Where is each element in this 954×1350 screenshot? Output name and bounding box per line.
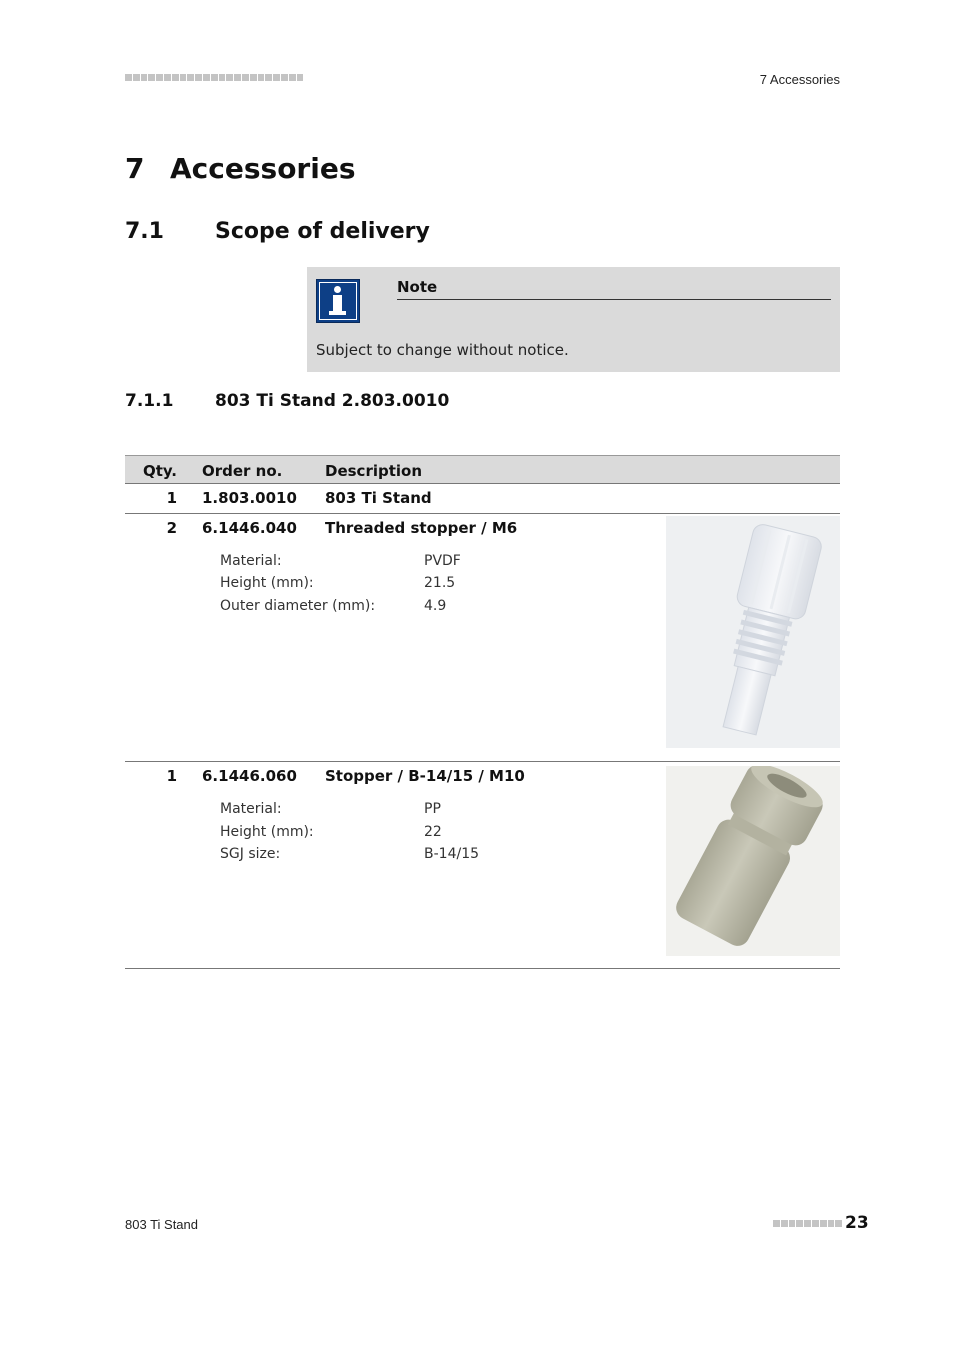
- row-description: Stopper / B-14/15 / M10: [325, 767, 525, 785]
- spec-label: Height (mm):: [220, 575, 314, 591]
- spec-label: Height (mm):: [220, 824, 314, 840]
- decorative-square: [125, 74, 132, 81]
- footer-product: 803 Ti Stand: [125, 1217, 198, 1232]
- info-icon: [316, 279, 360, 323]
- decorative-square: [281, 74, 288, 81]
- decorative-square: [172, 74, 179, 81]
- decorative-square: [828, 1220, 835, 1227]
- spec-label: Material:: [220, 801, 282, 817]
- decorative-square: [258, 74, 265, 81]
- decorative-square: [273, 74, 280, 81]
- decorative-square: [141, 74, 148, 81]
- row-order-no: 6.1446.060: [202, 767, 297, 785]
- table-row: [125, 762, 840, 969]
- spec-value: PVDF: [424, 553, 461, 569]
- row-order-no: 1.803.0010: [202, 489, 297, 507]
- header-description: Description: [325, 462, 423, 480]
- note-title: Note: [397, 278, 438, 296]
- decorative-square: [289, 74, 296, 81]
- row-description: 803 Ti Stand: [325, 489, 432, 507]
- note-box: [307, 267, 840, 372]
- subsection-number: 7.1.1: [125, 391, 174, 411]
- decorative-square: [789, 1220, 796, 1227]
- page-number: 23: [845, 1213, 869, 1233]
- decorative-square: [187, 74, 194, 81]
- spec-value: 4.9: [424, 598, 447, 614]
- running-head: 7 Accessories: [759, 72, 840, 87]
- decorative-square: [226, 74, 233, 81]
- decorative-square: [250, 74, 257, 81]
- decorative-square: [796, 1220, 803, 1227]
- decorative-square: [265, 74, 272, 81]
- decorative-square: [219, 74, 226, 81]
- subsection-heading: [125, 391, 449, 411]
- decorative-square: [835, 1220, 842, 1227]
- decorative-square: [164, 74, 171, 81]
- decorative-square: [820, 1220, 827, 1227]
- decorative-square: [211, 74, 218, 81]
- decorative-square: [781, 1220, 788, 1227]
- decorative-square: [148, 74, 155, 81]
- decorative-square: [203, 74, 210, 81]
- decorative-square: [234, 74, 241, 81]
- table-row: [125, 514, 840, 762]
- header-qty: Qty.: [142, 462, 177, 480]
- section-number: 7.1: [125, 219, 164, 244]
- decorative-square: [180, 74, 187, 81]
- note-divider: [397, 299, 831, 300]
- chapter-number: 7: [125, 152, 145, 185]
- decorative-square: [773, 1220, 780, 1227]
- chapter-heading: [125, 152, 356, 185]
- note-text: Subject to change without notice.: [316, 341, 569, 359]
- subsection-title: 803 Ti Stand 2.803.0010: [215, 391, 450, 411]
- spec-label: Material:: [220, 553, 282, 569]
- header-decoration: [125, 74, 303, 81]
- delivery-table: [125, 455, 840, 969]
- spec-value: 22: [424, 824, 442, 840]
- table-header: [125, 455, 840, 484]
- chapter-title: Accessories: [170, 152, 356, 185]
- decorative-square: [156, 74, 163, 81]
- decorative-square: [804, 1220, 811, 1227]
- row-description: Threaded stopper / M6: [325, 519, 518, 537]
- row-qty: 1: [166, 489, 177, 507]
- spec-label: SGJ size:: [220, 846, 281, 862]
- stopper-image: [666, 766, 840, 956]
- decorative-square: [242, 74, 249, 81]
- spec-label: Outer diameter (mm):: [220, 598, 376, 614]
- section-heading: [125, 219, 430, 244]
- spec-value: B-14/15: [424, 846, 480, 862]
- threaded-stopper-image: [666, 516, 840, 748]
- section-title: Scope of delivery: [215, 219, 430, 244]
- decorative-square: [195, 74, 202, 81]
- footer-decoration: [773, 1220, 842, 1227]
- decorative-square: [297, 74, 304, 81]
- header-order-no: Order no.: [202, 462, 283, 480]
- decorative-square: [812, 1220, 819, 1227]
- row-qty: 1: [166, 767, 177, 785]
- table-row: [125, 484, 840, 514]
- decorative-square: [133, 74, 140, 81]
- row-qty: 2: [166, 519, 177, 537]
- row-order-no: 6.1446.040: [202, 519, 297, 537]
- spec-value: 21.5: [424, 575, 456, 591]
- spec-value: PP: [424, 801, 441, 817]
